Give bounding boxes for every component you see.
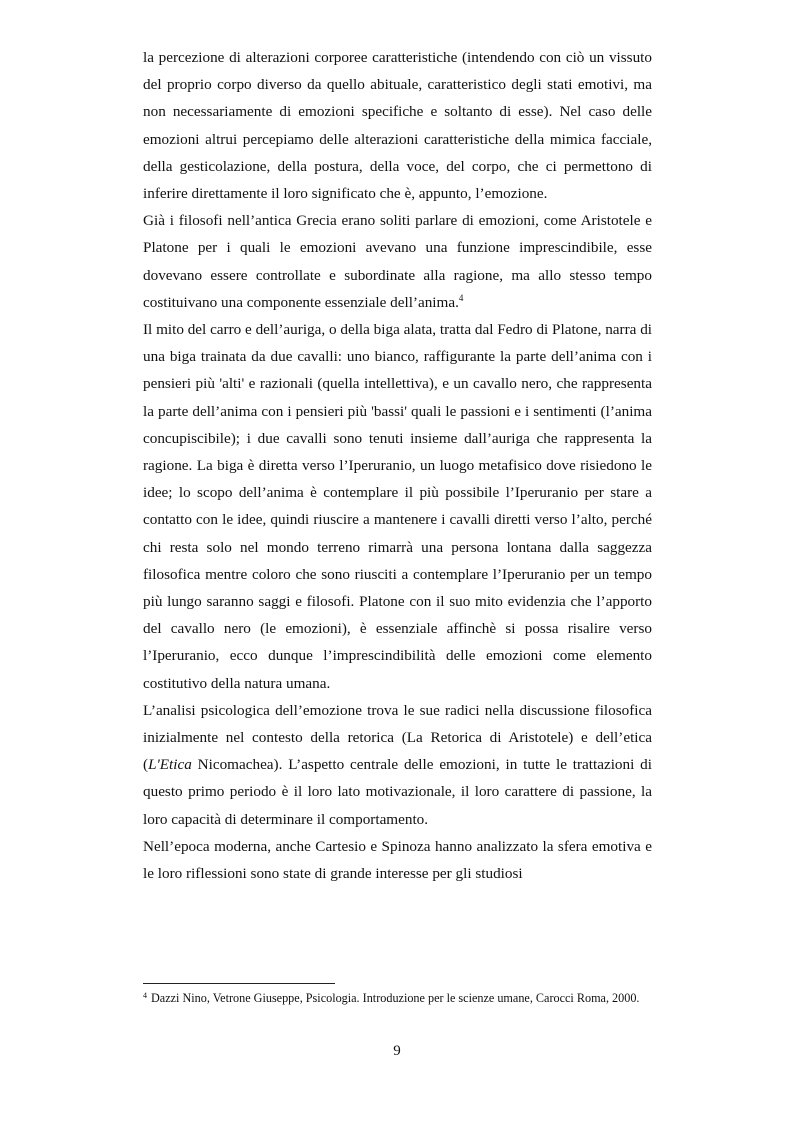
paragraph-modern-era [143,833,652,887]
italic-title: L'Etica [148,756,192,774]
paragraph-text: Già i filosofi nell’antica Grecia erano soliti parlare di emozioni, come Aristotele e Platone per i quali le emozioni avevano una funzione imprescindibile, esse dovevano essere controllate e subordinate alla ragione, ma allo stesso tempo costituivano una componente essenziale dell’anima. [143,212,652,311]
page-number: 9 [393,1043,401,1059]
paragraph-chariot-myth [143,316,652,697]
footnote-number: 4 [143,991,147,1000]
paragraph-text: Il mito del carro e dell’auriga, o della biga alata, tratta dal Fedro di Platone, narra di una biga trainata da due cavalli: uno bianco, raffigurante la parte dell’anima con i pensieri più 'alti' e razionali (quella intellettiva), e un cavallo nero, che rappresenta la parte dell’anima con i pensieri più 'bassi' quali le passioni e i sentimenti (l’anima concupiscibile); i due cavalli sono tenuti insieme dall’auriga che rappresenta la ragione. La biga è diretta verso l’Iperuranio, un luogo metafisico dove risiedono le idee; lo scopo dell’anima è contemplare il più possibile l’Iperuranio per stare a contatto con le idee, quindi riuscire a mantenere i cavalli diretti verso l’alto, perché chi resta solo nel mondo terreno rimarrà una persona lontana dalla saggezza filosofica mentre coloro che sono riusciti a contemplare l’Iperuranio per un tempo più lungo saranno saggi e filosofi. Platone con il suo mito evidenzia che l’apporto del cavallo nero (le emozioni), è essenziale affinchè si possa risalire verso l’Iperuranio, ecco dunque l’imprescindibilità delle emozioni come elemento costitutivo della natura umana. [143,321,653,692]
footnote-reference[interactable]: 4 [458,292,464,303]
paragraph-text-after: Nicomachea). L’aspetto centrale delle emozioni, in tutte le trattazioni di questo primo periodo è il loro lato motivazionale, il loro carattere di passione, la loro capacità di determinare il comportamento. [143,756,652,828]
paragraph-greek-philosophers [143,207,652,316]
paragraph-text: la percezione di alterazioni corporee caratteristiche (intendendo con ciò un vissuto del proprio corpo diverso da quello abituale, caratteristico degli stati emotivi, ma non necessariamente di emozioni specifiche e soltanto di esse). Nel caso delle emozioni altrui percepiamo delle alterazioni caratteristiche della mimica facciale, della gesticolazione, della postura, della voce, del corpo, che ci permettono di inferire direttamente il loro significato che è, appunto, l’emozione. [143,49,652,203]
footnote-text: Dazzi Nino, Vetrone Giuseppe, Psicologia. Introduzione per le scienze umane, Carocci Roma, 2000. [151,991,640,1005]
paragraph-text: Nell’epoca moderna, anche Cartesio e Spinoza hanno analizzato la sfera emotiva e le loro riflessioni sono state di grande interesse per gli studiosi [143,837,652,883]
page-body [143,44,652,887]
footnote-divider [143,983,335,984]
paragraph-text-before: L’analisi psicologica dell’emozione trova le sue radici nella discussione filosofica inizialmente nel contesto della retorica (La Retorica di Aristotele) e dell’etica ( [143,701,652,774]
footnote [143,991,652,1006]
paragraph-perception [143,44,652,207]
paragraph-psychological-analysis [143,697,652,833]
